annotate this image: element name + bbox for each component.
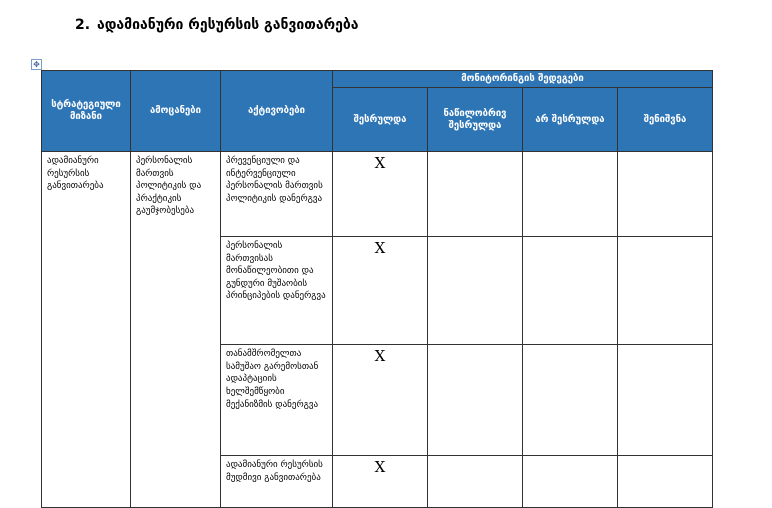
partial-cell	[428, 456, 523, 508]
not-completed-cell	[523, 456, 618, 508]
task-cell: პერსონალის მართვის პოლიტიკის და პრაქტიკის გაუმჯობესება	[131, 152, 221, 508]
move-arrows-icon[interactable]: ✥	[31, 59, 42, 70]
note-cell	[618, 345, 713, 456]
activity-cell: თანამშრომელთა სამუშაო გარემოსთან ადაპტაციის ხელშემწყობი მექანიზმის დანერგვა	[221, 345, 333, 456]
completed-mark: X	[333, 236, 428, 344]
header-monitoring-results: მონიტორინგის შედეგები	[333, 71, 713, 88]
section-heading	[75, 17, 359, 33]
partial-cell	[428, 236, 523, 344]
header-note: შენიშვნა	[618, 88, 713, 152]
activity-cell: პერსონალის მართვისას მონაწილეობითი და გუნდური მუშაობის პრინციპების დანერგვა	[221, 236, 333, 344]
header-activities: აქტივობები	[221, 71, 333, 152]
completed-mark: X	[333, 456, 428, 508]
activity-cell: ადამიანური რესურსის მუდმივი განვითარება	[221, 456, 333, 508]
completed-mark: X	[333, 345, 428, 456]
not-completed-cell	[523, 345, 618, 456]
partial-cell	[428, 345, 523, 456]
note-cell	[618, 152, 713, 237]
note-cell	[618, 456, 713, 508]
header-not-completed: არ შესრულდა	[523, 88, 618, 152]
section-number: 2.	[75, 17, 91, 33]
header-partially-completed: ნაწილობრივ შესრულდა	[428, 88, 523, 152]
activity-cell: პრევენციული და ინტერვენციული პერსონალის მართვის პოლიტიკის დანერგვა	[221, 152, 333, 237]
goal-cell: ადამიანური რესურსის განვითარება	[42, 152, 131, 508]
not-completed-cell	[523, 152, 618, 237]
partial-cell	[428, 152, 523, 237]
monitoring-table	[41, 70, 713, 508]
section-title: ადამიანური რესურსის განვითარება	[97, 17, 359, 33]
header-completed: შესრულდა	[333, 88, 428, 152]
header-strategic-goal: სტრატეგიული მიზანი	[42, 71, 131, 152]
header-tasks: ამოცანები	[131, 71, 221, 152]
note-cell	[618, 236, 713, 344]
completed-mark: X	[333, 152, 428, 237]
not-completed-cell	[523, 236, 618, 344]
